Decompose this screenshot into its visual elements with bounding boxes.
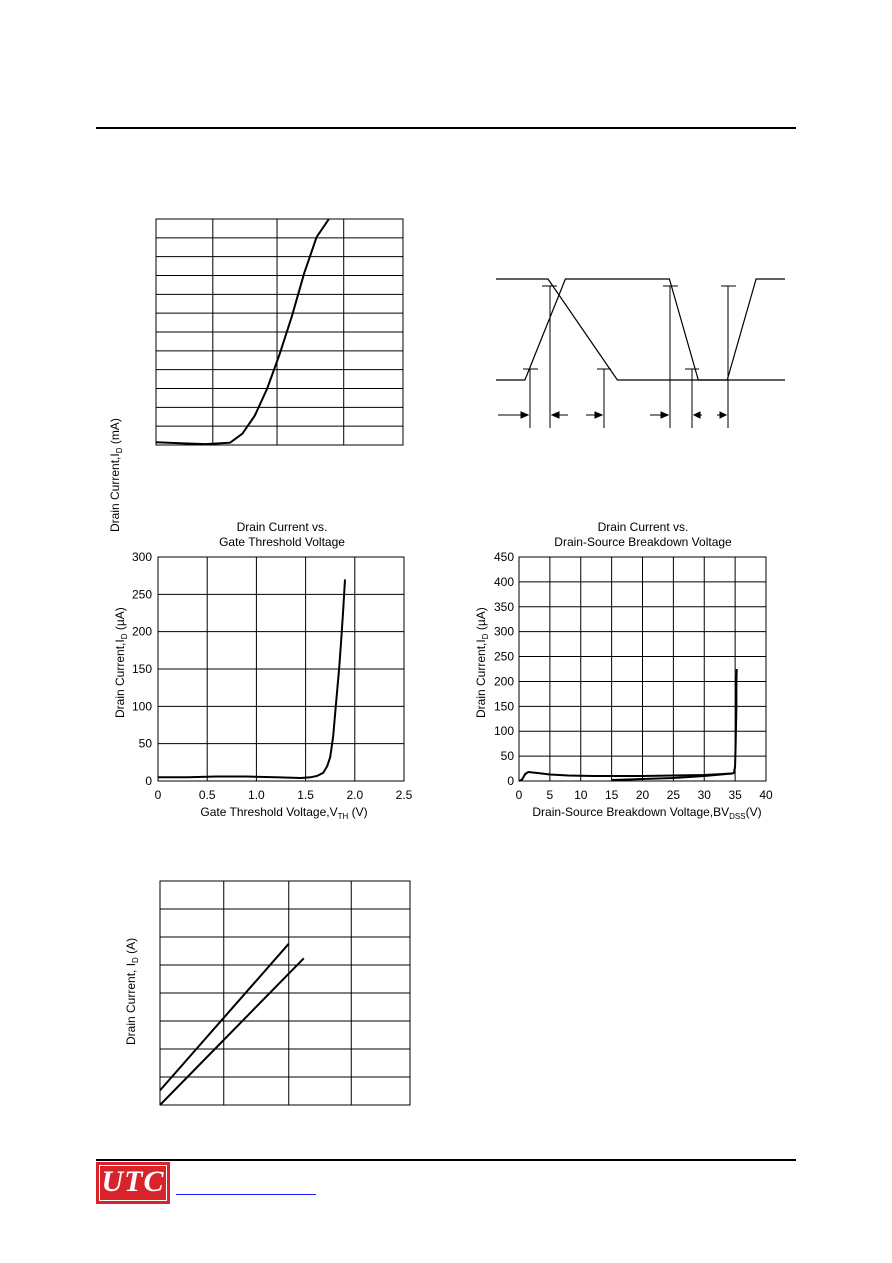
chart4-ytick-label: 200 [493, 674, 514, 689]
chart4-ytick-label: 350 [493, 599, 514, 614]
chart3-ytick-label: 50 [138, 736, 152, 751]
chart5-series-line-2 [160, 958, 304, 1105]
chart4-xtick-label: 20 [635, 788, 650, 802]
chart4-ylabel: Drain $Current,I_D$ (µA) [474, 607, 490, 718]
chart3-xtick-label: 0.5 [198, 788, 216, 802]
chart3-ylabel: Drain $Current,I_D$ (µA) [113, 607, 129, 718]
waveform-falling-edge [496, 279, 785, 380]
chart3-title-line1: Drain Current vs. [236, 520, 328, 534]
chart4-title-line2: Drain-Source Breakdown Voltage [554, 535, 732, 549]
chart4-xtick-label: 25 [666, 788, 681, 802]
chart4-ytick-label: 300 [493, 624, 514, 639]
chart3-grid [158, 557, 404, 781]
chart4-ytick-label: 400 [493, 574, 514, 589]
chart3-ytick-label: 0 [145, 774, 152, 788]
chart4-title-line1: Drain Current vs. [597, 520, 689, 534]
chart4-ytick-label: 50 [500, 749, 514, 764]
chart5-ylabel: Drain Current, $I_D$ (A) [124, 937, 140, 1045]
timing-markers [523, 286, 736, 428]
utc-logo: UTC [96, 1162, 170, 1204]
chart3-xtick-label: 1.5 [297, 788, 314, 802]
chart4-xtick-label: 10 [574, 788, 588, 802]
chart1-ylabel: Drain $Current,I_D$ (mA) [108, 418, 124, 532]
chart3-ytick-label: 200 [131, 624, 152, 639]
chart3-tick-labels [132, 550, 413, 802]
chart4-ytick-label: 250 [493, 649, 514, 664]
chart-drain-current-a [110, 870, 420, 1115]
chart3-ytick-label: 100 [131, 699, 152, 714]
chart1-grid [156, 219, 403, 445]
header-rule [96, 127, 796, 129]
chart4-xlabel: Drain-Source Breakdown $Voltage,BV_{DSS}(V)$ [532, 805, 762, 821]
chart3-xtick-label: 1.0 [248, 788, 265, 802]
chart4-ytick-label: 150 [493, 699, 514, 714]
chart4-ytick-label: 100 [493, 724, 514, 739]
chart4-xtick-label: 15 [604, 788, 619, 802]
chart-id-vs-vth [100, 515, 430, 830]
chart3-title-line2: Gate Threshold Voltage [219, 535, 345, 549]
chart4-tick-labels [494, 550, 773, 802]
chart3-ytick-label: 300 [131, 550, 152, 564]
chart4-grid [519, 557, 766, 781]
chart4-xtick-label: 0 [515, 788, 523, 802]
chart-id-vs-bvdss [470, 515, 790, 830]
chart4-ytick-label: 0 [507, 774, 514, 788]
chart3-xtick-label: 0 [154, 788, 162, 802]
chart4-xtick-label: 30 [697, 788, 711, 802]
chart5-grid [160, 881, 410, 1105]
chart-switching-waveform [490, 270, 790, 435]
chart4-ytick-label: 450 [493, 550, 514, 564]
chart3-ytick-label: 250 [131, 587, 152, 602]
chart3-xlabel: Gate Threshold $Voltage,V_{TH}$ (V) [200, 805, 368, 821]
footer-rule [96, 1159, 796, 1161]
chart4-xtick-label: 40 [759, 788, 773, 802]
chart4-xtick-label: 35 [728, 788, 742, 802]
chart3-xtick-label: 2.0 [346, 788, 364, 802]
chart3-series-line [158, 579, 345, 778]
chart3-xtick-label: 2.5 [395, 788, 413, 802]
footer-link-underline[interactable] [176, 1194, 316, 1195]
chart3-ytick-label: 150 [131, 662, 152, 676]
chart5-series-line-1 [160, 944, 289, 1091]
chart4-xtick-label: 5 [546, 788, 554, 802]
